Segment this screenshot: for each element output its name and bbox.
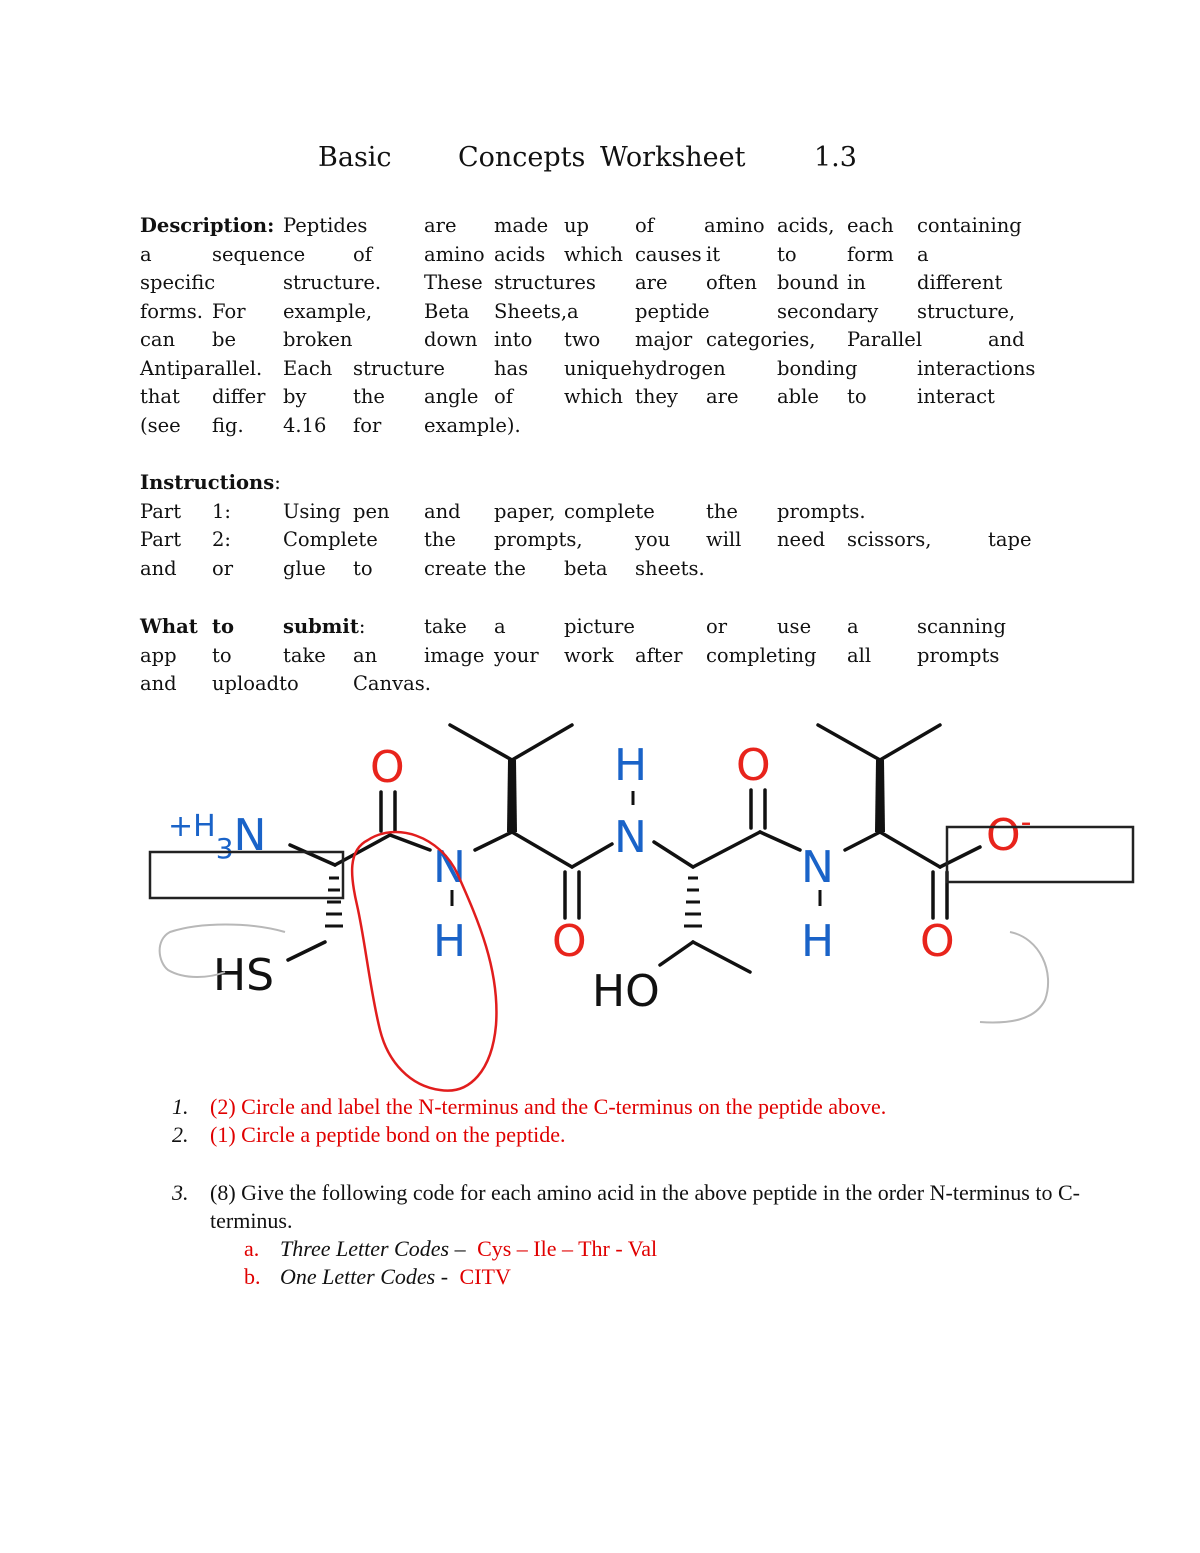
word: bonding	[777, 356, 858, 380]
colon: :	[274, 471, 281, 494]
description-line	[140, 212, 1040, 241]
description-line	[140, 412, 1040, 441]
separator: –	[449, 1236, 472, 1261]
word: of	[635, 214, 654, 237]
colon: :	[358, 615, 366, 638]
submit-section	[140, 613, 1040, 699]
word: and	[140, 672, 177, 695]
description-line	[140, 241, 1040, 270]
word: For	[212, 299, 246, 323]
word: 2:	[212, 528, 231, 551]
word: all	[847, 643, 872, 667]
word: two	[564, 328, 601, 351]
word: can	[140, 328, 176, 351]
hydrogen-atom: H	[433, 916, 467, 967]
word: prompts.	[777, 499, 866, 523]
word: differ	[212, 385, 266, 408]
word: completing	[706, 643, 817, 667]
description-line	[140, 298, 1040, 327]
word: angle	[424, 385, 479, 408]
submit-line	[140, 642, 1040, 671]
word: forms.	[140, 299, 203, 323]
word: 4.16	[283, 413, 327, 437]
word: sheets.	[635, 556, 705, 580]
word: interact	[917, 385, 995, 408]
word: glue	[283, 556, 326, 580]
word: and	[988, 328, 1025, 351]
word: Each	[283, 356, 333, 380]
word: specific	[140, 271, 216, 294]
word: of	[494, 385, 513, 408]
question-text: (2) Circle and label the N-terminus and the C-terminus on the peptide above.	[210, 1094, 887, 1119]
word: containing	[917, 214, 1022, 237]
word: complete	[564, 499, 655, 523]
pencil-mark	[980, 932, 1048, 1022]
word: your	[494, 643, 539, 667]
word: peptide	[635, 299, 710, 323]
word: a	[847, 615, 859, 638]
word: down	[424, 328, 478, 351]
word: structure,	[917, 299, 1016, 323]
submit-label-word: to	[212, 615, 235, 638]
word: major	[635, 328, 693, 351]
word: categories,	[706, 328, 816, 351]
word: the	[424, 528, 456, 551]
title-word: Basic	[318, 142, 392, 173]
word: secondary	[777, 299, 879, 323]
word: bound	[777, 271, 839, 294]
word: uploadto	[212, 672, 299, 695]
word: are	[424, 214, 457, 237]
thiol-group: HS	[213, 950, 275, 1001]
instruction-part-1	[140, 498, 1040, 527]
page-title	[0, 142, 1200, 182]
question-number: 3.	[172, 1180, 189, 1205]
word: be	[212, 328, 237, 351]
word: will	[706, 528, 742, 551]
answer-three-letter-codes	[140, 1235, 1100, 1263]
atom-labels	[168, 740, 1031, 1017]
word: beta	[564, 556, 608, 580]
c-terminus-box[interactable]	[947, 827, 1133, 882]
description-label: Description:	[140, 214, 275, 237]
word: take	[283, 643, 326, 667]
word: has	[494, 356, 529, 380]
word: to	[847, 385, 867, 408]
question-number: 1.	[172, 1094, 189, 1119]
word: amino	[704, 214, 765, 237]
word: are	[706, 385, 739, 408]
word: the	[494, 556, 526, 580]
word: often	[706, 271, 757, 294]
word: structure	[353, 356, 445, 380]
word: which	[564, 385, 623, 408]
word: a	[494, 615, 506, 638]
hydrogen-atom: H	[801, 916, 835, 967]
sub-item-letter: b.	[244, 1264, 261, 1289]
word: to	[777, 242, 797, 266]
word: prompts	[917, 643, 1000, 667]
word: (see	[140, 413, 181, 437]
word: form	[847, 242, 894, 266]
word: Parallel	[847, 328, 923, 351]
word: a	[917, 242, 929, 266]
word: need	[777, 528, 826, 551]
word: Antiparallel.	[140, 356, 263, 380]
word: These	[424, 271, 483, 294]
word: interactions	[917, 356, 1036, 380]
word: it	[706, 242, 721, 266]
word: broken	[283, 328, 353, 351]
word: create	[424, 556, 487, 580]
peptide-diagram	[140, 710, 1140, 1100]
word: paper,	[494, 499, 556, 523]
instructions-section	[140, 469, 1040, 583]
hashed-bond	[684, 878, 702, 926]
code-answer: Cys – Ile – Thr - Val	[477, 1236, 658, 1261]
word: Sheets,a	[494, 299, 579, 323]
word: up	[564, 214, 590, 237]
word: to	[212, 643, 232, 667]
peptide-bond-circle	[352, 832, 496, 1091]
word: structures	[494, 271, 596, 294]
subscript-three: 3	[215, 832, 234, 865]
title-word: Worksheet	[600, 142, 746, 173]
word: Using	[283, 499, 341, 523]
word: different	[917, 271, 1003, 294]
word: of	[353, 242, 372, 266]
oxygen-atom: O	[920, 916, 955, 967]
submit-label-word: submit	[283, 615, 359, 638]
oxygen-atom: O	[370, 742, 405, 793]
oxygen-atom: O	[552, 916, 587, 967]
word: they	[635, 385, 678, 408]
word: or	[706, 615, 728, 638]
word: a	[140, 242, 152, 266]
word: to	[353, 556, 373, 580]
word: use	[777, 615, 812, 638]
word: you	[635, 528, 671, 551]
description-line	[140, 326, 1040, 355]
amine-group	[168, 809, 266, 865]
word: that	[140, 385, 180, 408]
word: causes	[635, 242, 702, 266]
word: or	[212, 556, 234, 580]
word: and	[140, 556, 177, 580]
plus-h: +H	[168, 809, 216, 844]
code-label: Three Letter Codes	[280, 1236, 450, 1261]
question-number: 2.	[172, 1122, 189, 1147]
instruction-part-2-continued	[140, 555, 1040, 584]
word: for	[353, 413, 382, 437]
word: pen	[353, 499, 390, 523]
submit-line	[140, 613, 1040, 642]
word: example).	[424, 413, 521, 437]
question-1	[140, 1093, 1100, 1121]
word: sequence	[212, 242, 306, 266]
wedge-bond	[507, 760, 517, 832]
oxygen-atom: O	[986, 810, 1021, 861]
nitrogen-atom: N	[433, 842, 466, 893]
word: are	[635, 271, 668, 294]
question-text: (1) Circle a peptide bond on the peptide.	[210, 1122, 566, 1147]
submit-label-word: What	[140, 615, 198, 638]
oxygen-atom: O	[736, 740, 771, 791]
word: Beta	[424, 299, 470, 323]
instruction-part-2	[140, 526, 1040, 555]
word: scissors,	[847, 528, 932, 551]
word: in	[847, 271, 866, 294]
word: structure.	[283, 271, 382, 294]
submit-line	[140, 670, 1040, 699]
word: each	[847, 214, 894, 237]
word: example,	[283, 299, 373, 323]
word: the	[706, 499, 738, 523]
nitrogen-atom: N	[801, 842, 834, 893]
title-word: 1.3	[814, 142, 857, 173]
word: app	[140, 643, 177, 667]
word: picture	[564, 615, 635, 638]
instructions-label: Instructions	[140, 471, 275, 494]
title-word: Concepts	[458, 142, 586, 173]
word: acids,	[777, 214, 835, 237]
word: an	[353, 643, 378, 667]
separator: -	[435, 1264, 454, 1289]
word: the	[353, 385, 385, 408]
word: into	[494, 328, 533, 351]
word: Part	[140, 528, 182, 551]
question-text: (8) Give the following code for each amino acid in the above peptide in the order N-terminus to C-terminus.	[210, 1180, 1080, 1233]
word: work	[564, 643, 614, 667]
word: which	[564, 242, 623, 266]
questions-section	[140, 1093, 1100, 1291]
code-answer: CITV	[459, 1264, 511, 1289]
word: tape	[988, 528, 1032, 551]
answer-one-letter-codes	[140, 1263, 1100, 1291]
question-3	[140, 1179, 1100, 1235]
word: image	[424, 643, 485, 667]
question-2	[140, 1121, 1100, 1149]
description-section	[140, 212, 1040, 440]
word: Canvas.	[353, 672, 431, 695]
word: after	[635, 643, 683, 667]
description-line	[140, 383, 1040, 412]
hashed-bond	[325, 878, 343, 926]
sub-item-letter: a.	[244, 1236, 260, 1261]
word: prompts,	[494, 528, 583, 551]
word: scanning	[917, 615, 1006, 638]
code-label: One Letter Codes	[280, 1264, 436, 1289]
word: Peptides	[283, 214, 368, 237]
description-line	[140, 355, 1040, 384]
word: fig.	[212, 413, 244, 437]
word: and	[424, 499, 461, 523]
wedge-bond	[875, 760, 885, 832]
nitrogen-atom: N	[233, 810, 267, 861]
word: able	[777, 385, 819, 408]
word: acids	[494, 242, 546, 266]
word: Part	[140, 499, 182, 523]
instructions-heading	[140, 469, 1040, 498]
word: made	[494, 214, 549, 237]
hydroxyl-group: HO	[592, 966, 660, 1017]
nitrogen-atom: N	[614, 812, 647, 863]
carboxylate-oxygen	[986, 805, 1031, 861]
negative-charge: -	[1020, 805, 1032, 840]
description-line	[140, 269, 1040, 298]
word: take	[424, 615, 467, 638]
word: by	[283, 385, 307, 408]
word: amino	[424, 242, 485, 266]
hydrogen-atom: H	[614, 740, 648, 791]
word: Complete	[283, 528, 378, 551]
word: uniquehydrogen	[564, 356, 726, 380]
word: 1:	[212, 499, 231, 523]
